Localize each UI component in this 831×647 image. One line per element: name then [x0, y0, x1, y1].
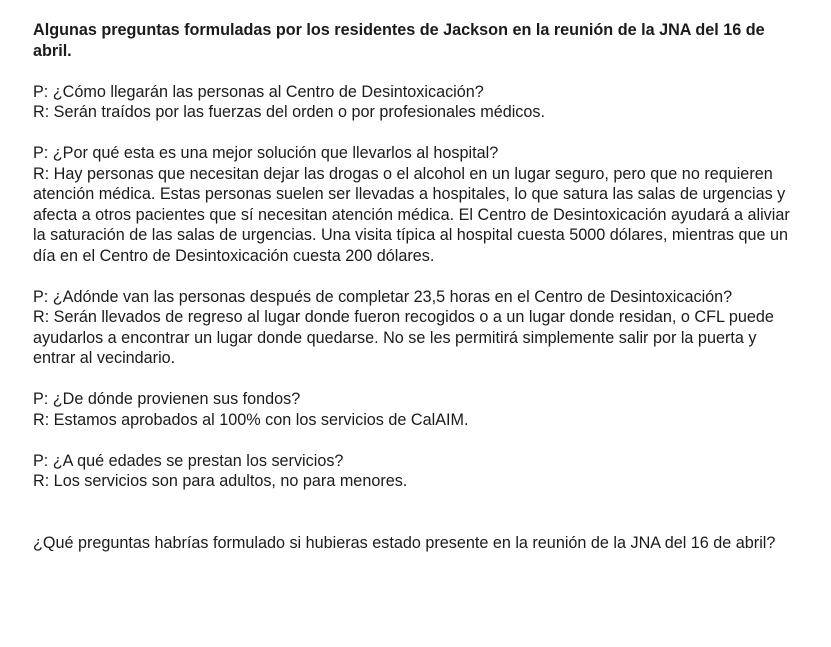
qa-item-5: [33, 451, 803, 492]
question-3: P: ¿Adónde van las personas después de completar 23,5 horas en el Centro de Desintoxicación?: [33, 287, 733, 306]
qa-item-3: [33, 287, 803, 369]
answer-1: R: Serán traídos por las fuerzas del orden o por profesionales médicos.: [33, 103, 545, 121]
answer-4: R: Estamos aprobados al 100% con los servicios de CalAIM.: [33, 410, 469, 429]
document-page: [33, 20, 803, 553]
question-1: P: ¿Cómo llegarán las personas al Centro de Desintoxicación?: [33, 82, 484, 101]
answer-2: R: Hay personas que necesitan dejar las drogas o el alcohol en un lugar seguro, pero que no requieren atención médica. Estas personas suelen ser llevadas a hospitales, lo que satura las salas de urgencias y afecta a otros pacientes que sí necesitan atención médica. El Centro de Desintoxicación ayudará a aliviar la saturación de las salas de urgencias. Una visita típica al hospital cuesta 5000 dólares, mientras que un día en el Centro de Desintoxicación cuesta 200 dólares.: [33, 164, 790, 265]
answer-5: R: Los servicios son para adultos, no para menores.: [33, 472, 408, 490]
document-title: Algunas preguntas formuladas por los residentes de Jackson en la reunión de la JNA del 16 de abril.: [33, 21, 765, 60]
closing-question: ¿Qué preguntas habrías formulado si hubieras estado presente en la reunión de la JNA del 16 de abril?: [33, 533, 776, 552]
closing-question-block: [33, 533, 803, 554]
qa-item-4: [33, 389, 803, 430]
question-4: P: ¿De dónde provienen sus fondos?: [33, 390, 301, 408]
answer-3: R: Serán llevados de regreso al lugar donde fueron recogidos o a un lugar donde residan, o CFL puede ayudarlos a encontrar un lugar donde quedarse. No se les permitirá simplemente salir por la puerta y entrar al vecindario.: [33, 308, 774, 367]
qa-item-1: [33, 82, 803, 123]
qa-item-2: [33, 143, 803, 266]
question-2: P: ¿Por qué esta es una mejor solución que llevarlos al hospital?: [33, 144, 499, 162]
question-5: P: ¿A qué edades se prestan los servicios?: [33, 451, 344, 470]
